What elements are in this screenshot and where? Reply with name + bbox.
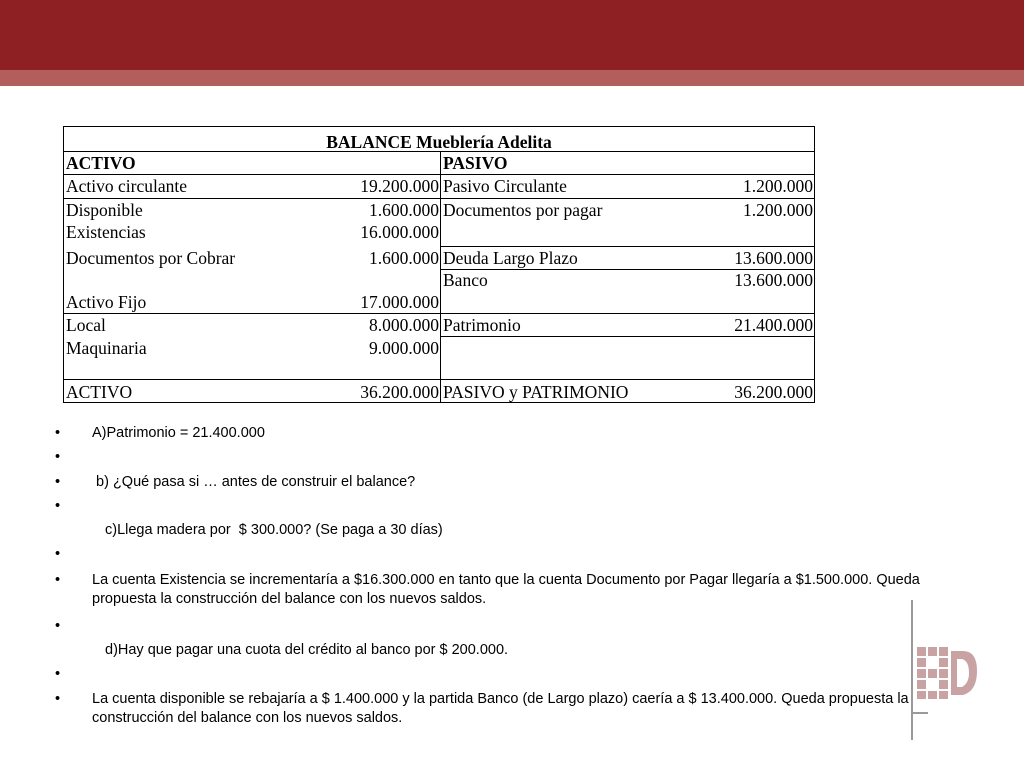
pasivo-header: PASIVO bbox=[443, 153, 508, 173]
table-row bbox=[441, 317, 814, 335]
row-value: 16.000.000 bbox=[360, 222, 439, 242]
bullet-marker: • bbox=[55, 425, 61, 441]
bullet-text: c)Llega madera por $ 300.000? (Se paga a 30 días) bbox=[105, 522, 443, 538]
row-label: Activo Fijo bbox=[66, 292, 147, 312]
row-label: Maquinaria bbox=[66, 338, 147, 358]
row-value: 13.600.000 bbox=[734, 248, 813, 268]
header-band-accent bbox=[0, 70, 1024, 86]
row-label: Local bbox=[66, 315, 106, 335]
row-value: 19.200.000 bbox=[360, 176, 439, 196]
balance-title: BALANCE Mueblería Adelita bbox=[63, 126, 815, 152]
row-value: 1.200.000 bbox=[743, 200, 813, 220]
divider bbox=[441, 198, 814, 199]
logo-vertical-rule bbox=[911, 600, 913, 740]
row-label: Pasivo Circulante bbox=[443, 176, 567, 196]
table-row bbox=[64, 317, 440, 335]
row-label: Banco bbox=[443, 270, 488, 290]
bullet-text: La cuenta Existencia se incrementaría a $16.300.000 en tanto que la cuenta Documento por Pagar llegaría a $1.500.000. Queda propuesta la construcción del balance con los nuevos saldos. bbox=[92, 572, 920, 607]
bullet-text: d)Hay que pagar una cuota del crédito al banco por $ 200.000. bbox=[105, 642, 509, 658]
table-row bbox=[441, 178, 814, 196]
divider bbox=[441, 246, 814, 247]
activo-header-row bbox=[64, 155, 440, 173]
row-label: Disponible bbox=[66, 200, 143, 220]
row-label: Documentos por Cobrar bbox=[66, 248, 236, 268]
activo-column bbox=[64, 152, 441, 402]
total-value: 36.200.000 bbox=[360, 382, 439, 402]
row-value: 13.600.000 bbox=[734, 270, 813, 290]
bullet-text: b) ¿Qué pasa si … antes de construir el balance? bbox=[92, 474, 416, 490]
divider bbox=[64, 313, 440, 314]
bullet-marker: • bbox=[55, 618, 61, 634]
balance-table bbox=[63, 126, 815, 403]
total-label: ACTIVO bbox=[66, 382, 133, 402]
table-row bbox=[64, 178, 440, 196]
row-label: Activo circulante bbox=[66, 176, 187, 196]
total-value: 36.200.000 bbox=[734, 382, 813, 402]
divider bbox=[64, 174, 440, 175]
bullet-text: A)Patrimonio = 21.400.000 bbox=[92, 425, 265, 441]
divider bbox=[441, 313, 814, 314]
bullet-marker: • bbox=[55, 666, 61, 682]
bullet-marker: • bbox=[55, 498, 61, 514]
activo-header: ACTIVO bbox=[66, 153, 136, 173]
pasivo-column bbox=[441, 152, 814, 402]
row-label: Existencias bbox=[66, 222, 146, 242]
table-row bbox=[441, 202, 814, 220]
bullet-marker: • bbox=[55, 449, 61, 465]
table-row bbox=[441, 272, 814, 290]
divider bbox=[441, 174, 814, 175]
institution-logo-icon bbox=[917, 647, 979, 704]
divider bbox=[441, 379, 814, 380]
divider bbox=[64, 379, 440, 380]
bullet-marker: • bbox=[55, 474, 61, 490]
row-value: 8.000.000 bbox=[369, 315, 439, 335]
table-row bbox=[64, 250, 440, 268]
row-value: 17.000.000 bbox=[360, 292, 439, 312]
row-value: 21.400.000 bbox=[734, 315, 813, 335]
pasivo-total-row bbox=[441, 384, 814, 402]
balance-body bbox=[63, 152, 815, 403]
table-row bbox=[64, 224, 440, 242]
bullet-marker: • bbox=[55, 546, 61, 562]
row-label: Documentos por pagar bbox=[443, 200, 603, 220]
table-row bbox=[64, 294, 440, 312]
bullet-marker: • bbox=[55, 691, 61, 707]
table-row bbox=[441, 250, 814, 268]
table-row bbox=[64, 202, 440, 220]
pasivo-header-row bbox=[441, 155, 814, 173]
total-label: PASIVO y PATRIMONIO bbox=[443, 382, 629, 402]
row-value: 9.000.000 bbox=[369, 338, 439, 358]
header-band bbox=[0, 0, 1024, 70]
row-label: Patrimonio bbox=[443, 315, 521, 335]
row-value: 1.200.000 bbox=[743, 176, 813, 196]
bullet-text: La cuenta disponible se rebajaría a $ 1.400.000 y la partida Banco (de Largo plazo) caería a $ 13.400.000. Queda propuesta la construcción del balance con los nuevos saldos. bbox=[92, 691, 909, 726]
row-value: 1.600.000 bbox=[369, 248, 439, 268]
bullet-marker: • bbox=[55, 572, 61, 588]
logo-horizontal-rule bbox=[911, 712, 928, 714]
row-value: 1.600.000 bbox=[369, 200, 439, 220]
row-label: Deuda Largo Plazo bbox=[443, 248, 578, 268]
divider bbox=[441, 336, 814, 337]
table-row bbox=[64, 340, 440, 358]
divider bbox=[64, 198, 440, 199]
activo-total-row bbox=[64, 384, 440, 402]
